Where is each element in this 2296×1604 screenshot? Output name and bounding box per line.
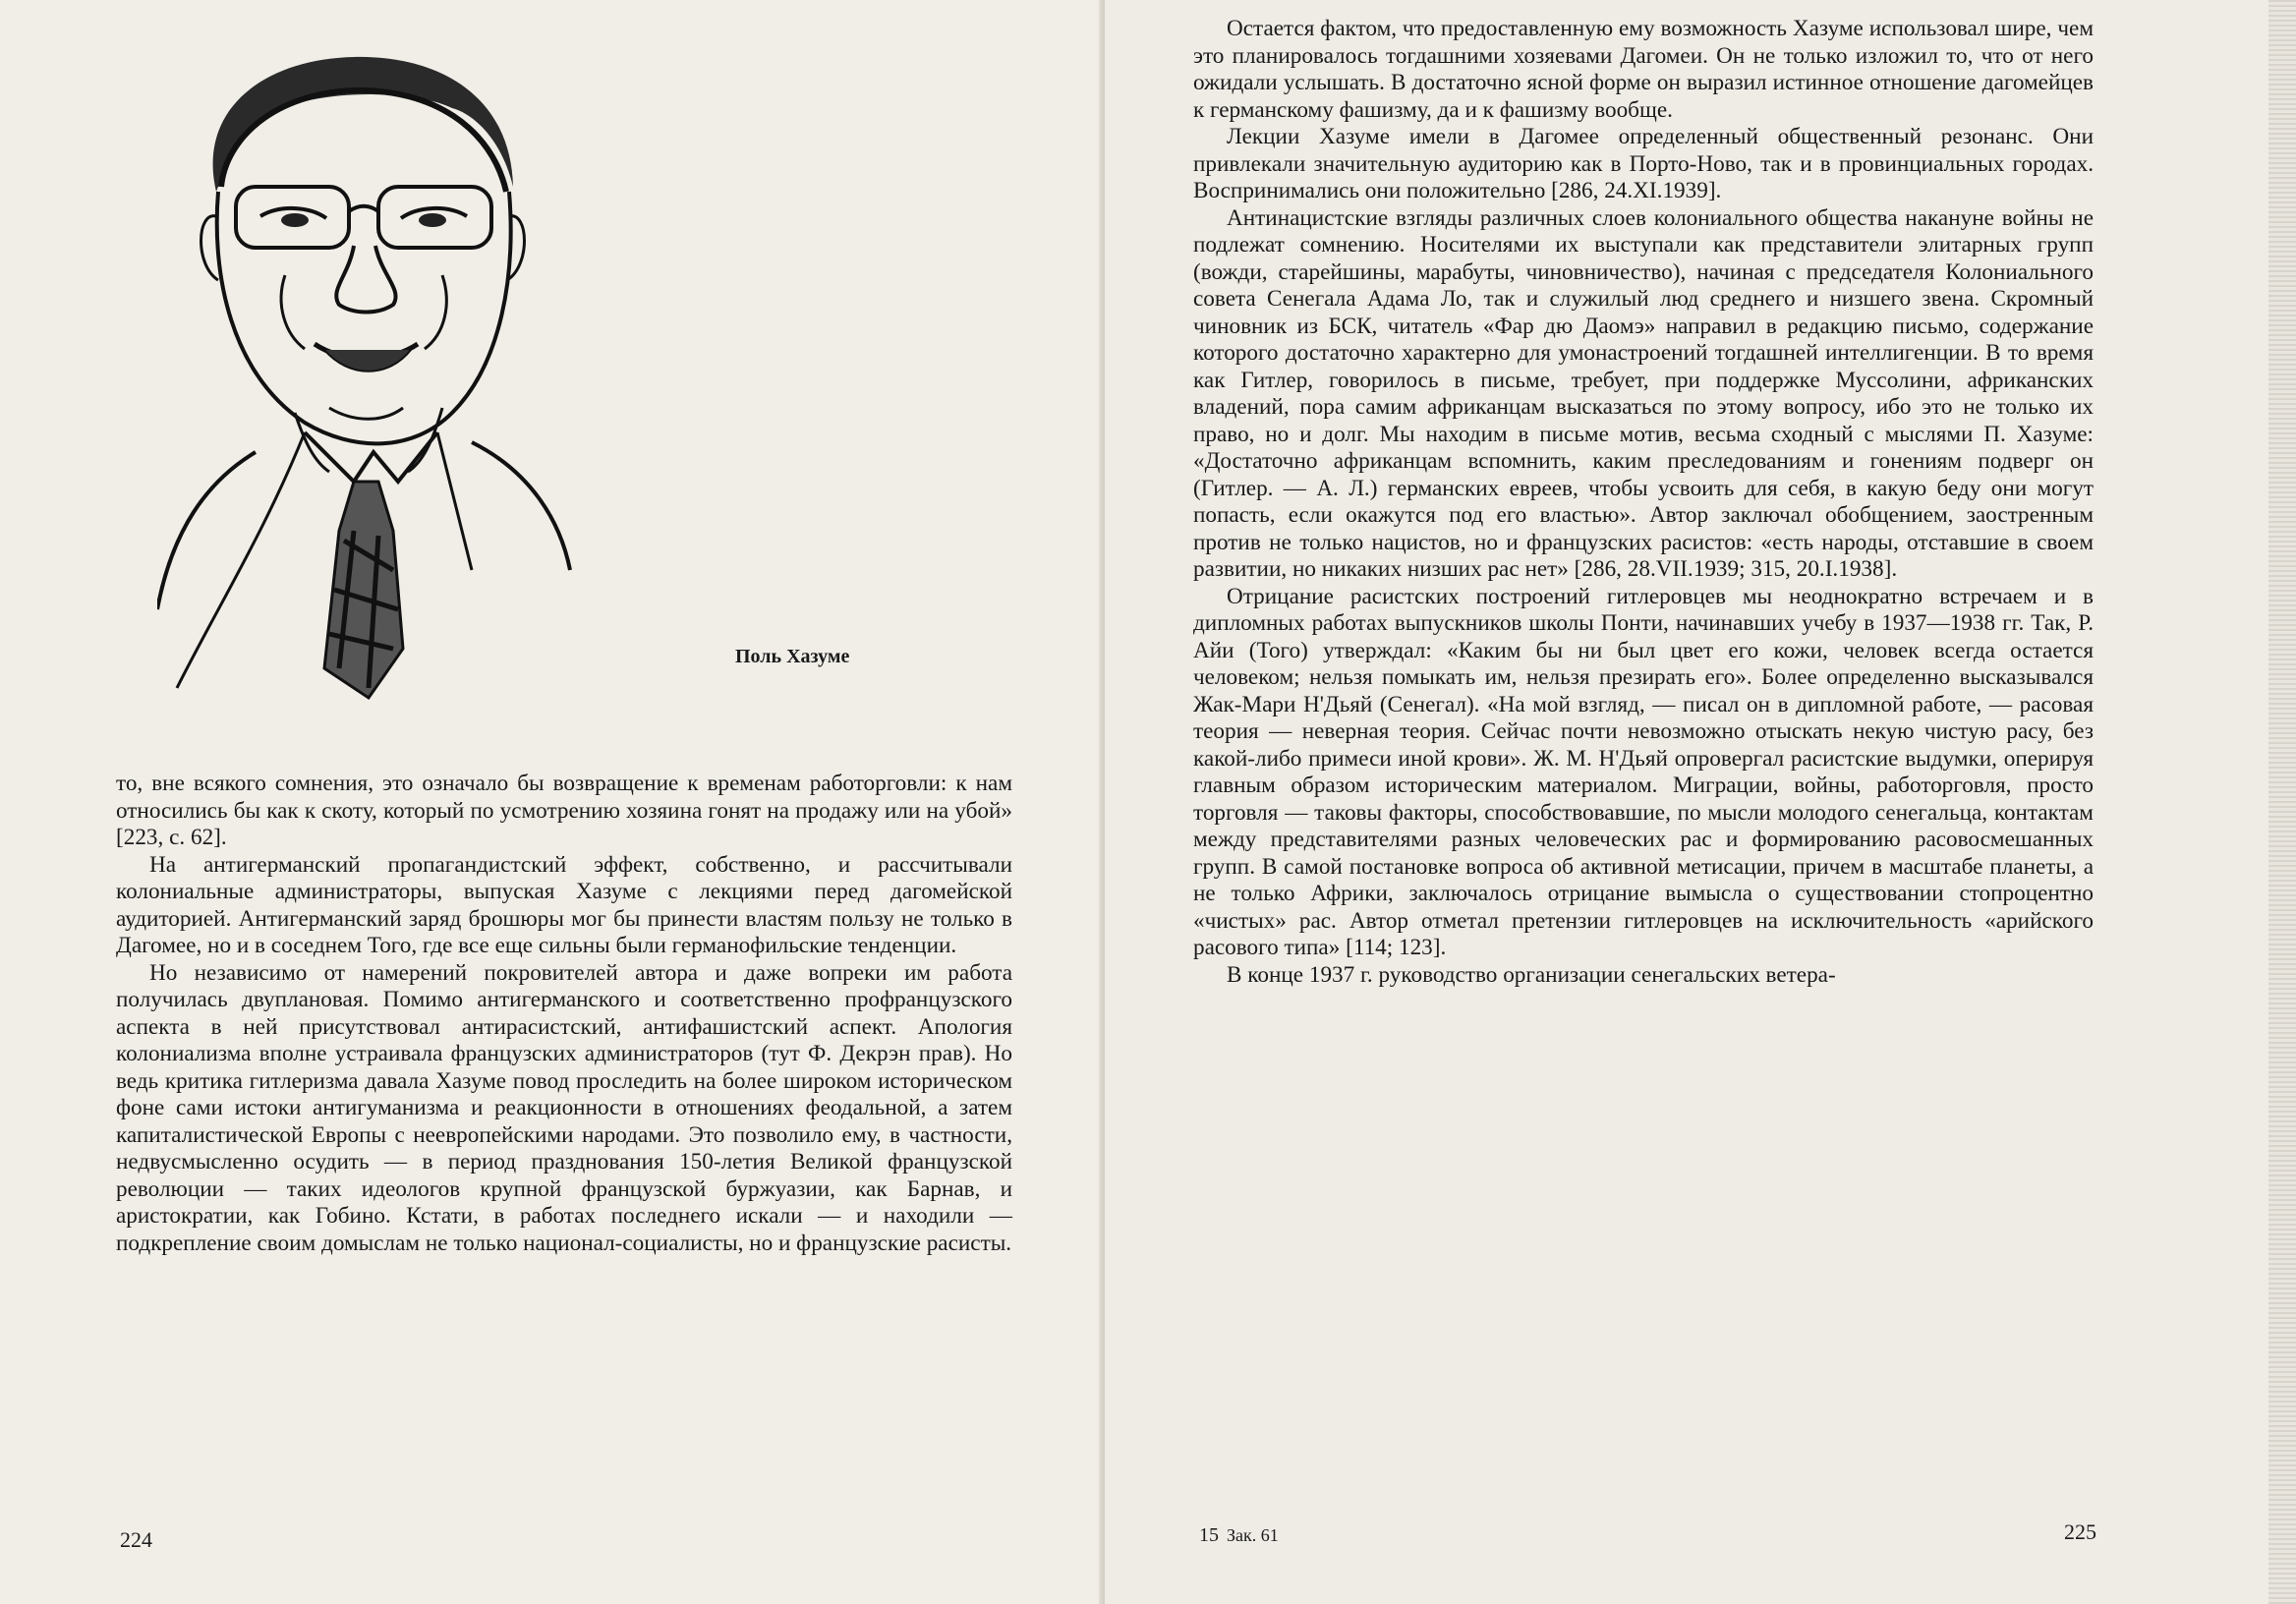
page-number-right: 225 xyxy=(2064,1519,2096,1544)
paragraph: Лекции Хазуме имели в Дагомее определенный общественный резонанс. Они привлекали значительную аудиторию как в Порто-Ново, так и в провинциальных городах. Воспринимались они положительно [286, 24.XI.1939]. xyxy=(1193,124,2094,203)
right-page xyxy=(1105,0,2296,1604)
printer-signature xyxy=(1199,1524,1279,1547)
right-body-text xyxy=(1193,16,2094,989)
signature-number: 15 xyxy=(1199,1524,1219,1546)
paragraph: В конце 1937 г. руководство организации сенегальских ветера- xyxy=(1227,961,1836,988)
left-body-text xyxy=(116,771,1012,1257)
paragraph: Антинацистские взгляды различных слоев колониального общества накануне войны не подлежат сомнению. Носителями их выступали как представители элитарных групп (вожди, старейшины, марабуты, чиновничество), начиная с председателя Колониального совета Сенегала Адама Ло, так и служилый люд среднего и низшего звена. Скромный чиновник из БСК, читатель «Фар дю Даомэ» направил в редакцию письмо, содержание которого достаточно характерно для умонастроений тогдашней интеллигенции. В то время как Гитлер, говорилось в письме, требует, при поддержке Муссолини, африканских владений, пора самим африканцам высказаться по этому вопросу, ибо это не только их право, но и долг. Мы находим в письме мотив, весьма сходный с мыслями П. Хазуме: «Достаточно африканцам вспомнить, каким преследованиям и гонениям подверг он (Гитлер. — А. Л.) германских евреев, чтобы усвоить для себя, в какую беду они могут попасть, если окажутся под его властью». Автор заключал обобщением, заостренным против не только нацистов, но и французских расистов: «есть народы, отставшие в своем развитии, но никаких низших рас нет» [286, 28.VII.1939; 315, 20.I.1938]. xyxy=(1193,204,2094,582)
portrait-illustration xyxy=(157,20,580,747)
paragraph: Но независимо от намерений покровителей автора и даже вопреки им работа получилась двуплановая. Помимо антигерманского и соответственно профранцузского аспекта в ней присутствовал антирасистский, антифашистский аспект. Апология колониализма вполне устраивала французских администраторов (тут Ф. Декрэн прав). Но ведь критика гитлеризма давала Хазуме повод проследить на более широком историческом фоне сами истоки антигуманизма и реакционности в отношениях феодальной, а затем капиталистической Европы с неевропейскими народами. Это позволило ему, в частности, недвусмысленно осудить — в период празднования 150-летия Великой французской революции — таких идеологов крупной французской буржуазии, как Барнав, и аристократии, как Гобино. Кстати, в работах последнего искали — и находили — подкрепление своим домыслам не только национал-социалисты, но и французские расисты. xyxy=(116,959,1012,1256)
page-number-left: 224 xyxy=(120,1527,152,1552)
paragraph: Отрицание расистских построений гитлеровцев мы неоднократно встречаем и в дипломных работах выпускников школы Понти, начинавших учебу в 1937—1938 гг. Так, Р. Айи (Того) утверждал: «Каким бы ни был цвет его кожи, человек всегда остается человеком; нельзя помыкать им, нельзя презирать его». Более определенно высказывался Жак-Мари Н'Дьяй (Сенегал). «На мой взгляд, — писал он в дипломной работе, — расовая теория — неверная теория. Сейчас почти невозможно отыскать некую чистую расу, без какой-либо примеси иной крови». Ж. М. Н'Дьяй опровергал расистские выдумки, оперируя главным образом историческим материалом. Миграции, войны, работорговля, просто торговля — таковы факторы, способствовавшие, по мысли молодого сенегальца, контактам между представителями разных человеческих рас и формированию расовосмешанных групп. В самой постановке вопроса об активной метисации, причем в масштабе планеты, а не только Африки, заключалось отрицание вымысла о существовании стопроцентно «чистых» рас. Автор отметал претензии гитлеровцев на исключительность «арийского расового типа» [114; 123]. xyxy=(1193,583,2094,960)
portrait-caption: Поль Хазуме xyxy=(735,646,850,667)
page-edge xyxy=(2268,0,2296,1604)
paragraph: На антигерманский пропагандистский эффект, собственно, и рассчитывали колониальные администраторы, выпуская Хазуме с лекциями перед дагомейской аудиторией. Антигерманский заряд брошюры мог бы принести властям пользу не только в Дагомее, но и в соседнем Того, где все еще сильны были германофильские тенденции. xyxy=(116,851,1012,958)
paragraph: Остается фактом, что предоставленную ему возможность Хазуме использовал шире, чем это планировалось тогдашними хозяевами Дагомеи. Он не только изложил то, что от него ожидали услышать. В достаточно ясной форме он выразил истинное отношение дагомейцев к германскому фашизму, да и к фашизму вообще. xyxy=(1193,16,2094,123)
signature-text: Зак. 61 xyxy=(1227,1525,1279,1545)
left-page xyxy=(0,0,1105,1604)
paragraph: то, вне всякого сомнения, это означало бы возвращение к временам работорговли: к нам относились бы как к скоту, который по усмотрению хозяина гонят на продажу или на убой» [223, с. 62]. xyxy=(116,771,1012,850)
